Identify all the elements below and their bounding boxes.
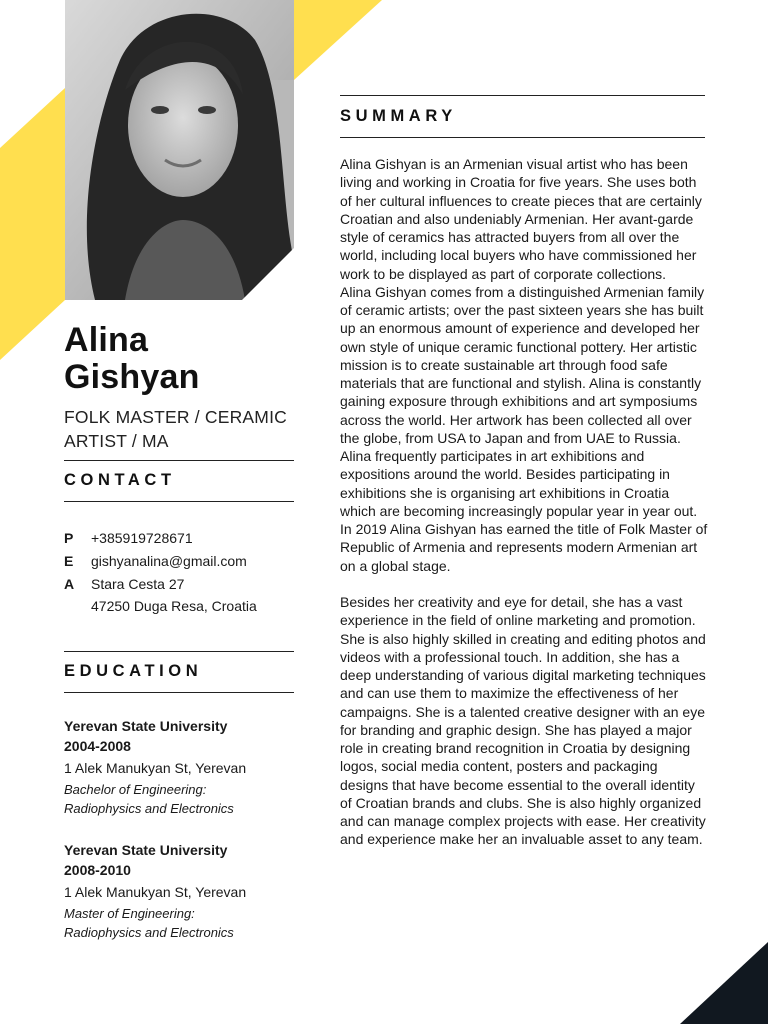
school-address: 1 Alek Manukyan St, Yerevan xyxy=(64,760,247,776)
phone-key: P xyxy=(64,530,74,546)
education-heading: EDUCATION xyxy=(64,662,203,680)
summary-heading: SUMMARY xyxy=(340,107,457,125)
email-key: E xyxy=(64,552,74,569)
photo-cut-corner xyxy=(65,0,294,300)
contact-email-row xyxy=(64,550,257,573)
summary-paragraph: In 2019 Alina Gishyan has earned the title of Folk Master of Republic of Armenia and represents modern Armenian art on a global stage. xyxy=(340,521,708,574)
candidate-name xyxy=(64,322,200,396)
last-name: Gishyan xyxy=(64,358,200,396)
contact-list xyxy=(64,527,257,618)
education-top-rule xyxy=(64,651,294,652)
contact-top-rule xyxy=(64,460,294,461)
school-address: 1 Alek Manukyan St, Yerevan xyxy=(64,884,247,900)
education-entry xyxy=(64,716,246,818)
address-key: A xyxy=(64,575,75,592)
job-title: FOLK MASTER / CERAMIC ARTIST / MA xyxy=(64,407,287,451)
summary-paragraph: Besides her creativity and eye for detail, she has a vast experience in the field of online marketing and promotion. She is also highly skilled in creating and editing photos and videos with a professional touch. In addition, she has a deep understanding of various digital marketing techniques and can use them to maximize the effectiveness of her campaigns. She is a talented creative designer with an eye for branding and graphic design. She has played a major role in creating brand recognition in Croatia by designing logos, social media content, posters and packaging designs that have become essential to the overall identity of Croatian brands and clubs. She is also highly organized and can manage complex projects with ease. Her creativity and experience make her an invaluable asset to any team. xyxy=(340,594,706,848)
email-value[interactable]: gishyanalina@gmail.com xyxy=(91,552,247,569)
education-entry xyxy=(64,840,246,942)
summary-bottom-rule xyxy=(340,137,705,138)
yellow-stripe-shape xyxy=(0,88,65,360)
summary-paragraph: Alina Gishyan is an Armenian visual artist who has been living and working in Croatia for five years. She uses both of her cultural influences to create pieces that are certainly Croatian and also undeniably Armenian. Her avant-garde style of ceramics has attracted buyers from all over the world, including local buyers who have commissioned her work to be displayed as part of corporate collections. xyxy=(340,156,702,282)
phone-value[interactable]: +385919728671 xyxy=(91,530,193,546)
degree-line-1: Master of Engineering: xyxy=(64,906,195,921)
contact-address-row-2 xyxy=(64,595,257,618)
contact-phone-row xyxy=(64,527,257,550)
school-name: Yerevan State University xyxy=(64,842,228,858)
contact-bottom-rule xyxy=(64,501,294,502)
school-years: 2008-2010 xyxy=(64,862,131,878)
address-line-2: 47250 Duga Resa, Croatia xyxy=(91,598,257,615)
summary-paragraph: Alina Gishyan comes from a distinguished Armenian family of ceramic artists; over the past sixteen years she has built up an enormous amount of experience and developed her own style of unique ceramic functional pottery. Her artistic mission is to create sustainable art through food safe materials that are functional and stylish. Alina is constantly gaining exposure through exhibitions and art symposiums across the world. Her artwork has been collected all over the globe, from USA to Japan and from UAE to Russia. Alina frequently participates in art exhibitions and expositions around the world. Besides participating in exhibitions she is organising art exhibitions in Croatia which are becoming increasingly popular year in year out. xyxy=(340,283,705,519)
address-line-1: Stara Cesta 27 xyxy=(91,575,185,592)
education-bottom-rule xyxy=(64,692,294,693)
dark-corner-triangle xyxy=(680,942,768,1024)
summary-body xyxy=(340,155,708,849)
school-years: 2004-2008 xyxy=(64,738,131,754)
degree-line-1: Bachelor of Engineering: xyxy=(64,782,207,797)
school-name: Yerevan State University xyxy=(64,718,228,734)
first-name: Alina xyxy=(64,321,149,359)
summary-top-rule xyxy=(340,95,705,96)
contact-address-row xyxy=(64,573,257,596)
portrait-photo xyxy=(65,0,294,300)
contact-heading: CONTACT xyxy=(64,471,176,489)
yellow-corner-shape xyxy=(294,0,382,80)
degree-line-2: Radiophysics and Electronics xyxy=(64,924,234,940)
degree-line-2: Radiophysics and Electronics xyxy=(64,800,234,816)
